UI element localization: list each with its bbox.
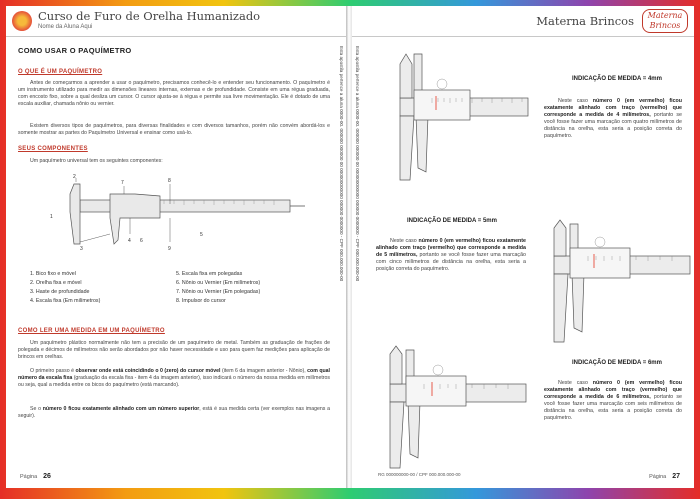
- right-header: [352, 6, 694, 37]
- read-paragraph-3: Se o número 0 ficou exatamente alinhado com um número superior, está é sua medida certa (ver exemplos nas imagens a seguir).: [18, 406, 330, 419]
- diagram-number: 7: [121, 180, 124, 186]
- measure-4mm-text: Neste caso número 0 (em vermelho) ficou exatamente alinhado com traço (vermelho) que corresponde a medida de 4 milímetros, portanto se você fosse fazer uma marcação com quatro milímetros de distância na orelha, esta seria a posição correta do paquímetro.: [544, 98, 682, 139]
- components-title: SEUS COMPONENTES: [18, 146, 88, 152]
- measure-5mm-text: Neste caso número 0 (em vermelho) ficou exatamente alinhado com traço (vermelho) que corresponde a medida de 5 milímetros, portanto se você fosse fazer uma marcação com cinco milímetros de distância na orelha, esta seria a posição correta do paquímetro.: [376, 238, 526, 272]
- diagram-number: 1: [50, 214, 53, 220]
- section-title: COMO USAR O PAQUÍMETRO: [18, 46, 132, 55]
- school-logo-icon: [12, 11, 32, 31]
- what-is-title: O QUE É UM PAQUÍMETRO: [18, 69, 103, 75]
- brand-logo: Materna Brincos: [642, 9, 688, 33]
- component-item: 7. Nônio ou Vernier (Em polegadas): [176, 289, 261, 295]
- course-title: Curso de Furo de Orelha Humanizado: [38, 9, 261, 23]
- diagram-number: 3: [80, 246, 83, 252]
- student-name: Nome da Aluna Aqui: [38, 24, 93, 30]
- measure-4mm-title: INDICAÇÃO DE MEDIDA = 4mm: [572, 76, 662, 82]
- diagram-number: 5: [200, 232, 203, 238]
- right-page: [352, 6, 694, 488]
- watermark-vertical-left: Esta apostila pertence a aluna 0000-00. 000000 000000 00 000000000000 000000 0000000 - CPF 000.000.000-00: [339, 46, 344, 282]
- page-number-left: Página 26: [20, 473, 51, 480]
- brand-title: Materna Brincos: [536, 14, 634, 28]
- components-intro: Um paquímetro universal tem os seguintes componentes:: [30, 158, 163, 164]
- document-caption: RG 000000000-00 / CPF 000.000.000-00: [378, 472, 461, 477]
- diagram-number: 6: [140, 238, 143, 244]
- component-item: 5. Escala fixa em polegadas: [176, 271, 243, 277]
- component-item: 8. Impulsor do cursor: [176, 298, 226, 304]
- component-item: 6. Nônio ou Vernier (Em milímetros): [176, 280, 261, 286]
- caliper-4mm-image: [392, 44, 532, 184]
- measure-6mm-title: INDICAÇÃO DE MEDIDA = 6mm: [572, 360, 662, 366]
- components-list-a: [30, 270, 100, 306]
- diagram-number: 2: [73, 174, 76, 180]
- component-item: 1. Bico fixo e móvel: [30, 271, 76, 277]
- read-measure-title: COMO LER UMA MEDIDA EM UM PAQUÍMETRO: [18, 328, 165, 334]
- component-item: 3. Haste de profundidade: [30, 289, 90, 295]
- measure-5mm-title: INDICAÇÃO DE MEDIDA = 5mm: [407, 218, 497, 224]
- what-is-paragraph-2: Existem diversos tipos de paquímetros, para diversas finalidades e com diversos tamanhos, porém não convém abordá-los e somente mostrar as partes do Paquímetro Universal e ensinar como usá-lo.: [18, 123, 330, 136]
- diagram-number: 9: [168, 246, 171, 252]
- component-item: 2. Orelha fixa e móvel: [30, 280, 82, 286]
- left-header: [6, 6, 347, 37]
- watermark-vertical-right: Esta apostila pertence a aluna 0000-00. 000000 000000 00 000000000000 000000 0000000 - CPF 000.000.000-00: [355, 46, 360, 282]
- component-item: 4. Escala fixa (Em milímetros): [30, 298, 101, 304]
- page-number-right: Página 27: [649, 473, 680, 480]
- caliper-6mm-image: [384, 342, 528, 472]
- what-is-paragraph-1: Antes de começarmos a aprender a usar o paquímetro, precisamos conhecê-lo e entender seu funcionamento. O paquímetro é um instrumento utilizado para medir as dimensões lineares internas, externas e de profundidade. Consiste em uma régua graduada, com encosto fixo, sobre a qual desliza um cursor. O cursor ajusta-se à régua e permite sua livre movimentação. Ele é dotado de uma escala auxiliar, chamada nônio ou vernier.: [18, 80, 330, 107]
- caliper-5mm-image: [548, 216, 692, 346]
- read-paragraph-2: O primeiro passo é observar onde está coincidindo o 0 (zero) do cursor móvel (item 6 da imagem anterior - Nônio), com qual número da escala fixa (graduação da escala fixa - item 4 da imagem anterior), isso indicará o número da nossa medida em milímetros ou seja, qual a medida entre os bicos do paquímetro (está marcando).: [18, 368, 331, 388]
- diagram-number: 8: [168, 178, 171, 184]
- read-paragraph-1: Um paquímetro plástico normalmente não tem a precisão de um paquímetro de metal. Também as graduação de frações de polegada e décimos de milímetros não serão abordados por não haver necessidade e uso para quem faz medições para aplicação de brincos em orelhas.: [18, 340, 330, 360]
- measure-6mm-text: Neste caso número 0 (em vermelho) ficou exatamente alinhado com traço (vermelho) que corresponde a medida de 6 milímetros, portanto se você fosse fazer uma marcação com seis milímetros de distância na orelha, esta seria a posição correta do paquímetro.: [544, 380, 682, 421]
- left-page: [6, 6, 347, 488]
- components-list-b: [176, 270, 260, 306]
- diagram-number: 4: [128, 238, 131, 244]
- caliper-diagram: [40, 174, 310, 252]
